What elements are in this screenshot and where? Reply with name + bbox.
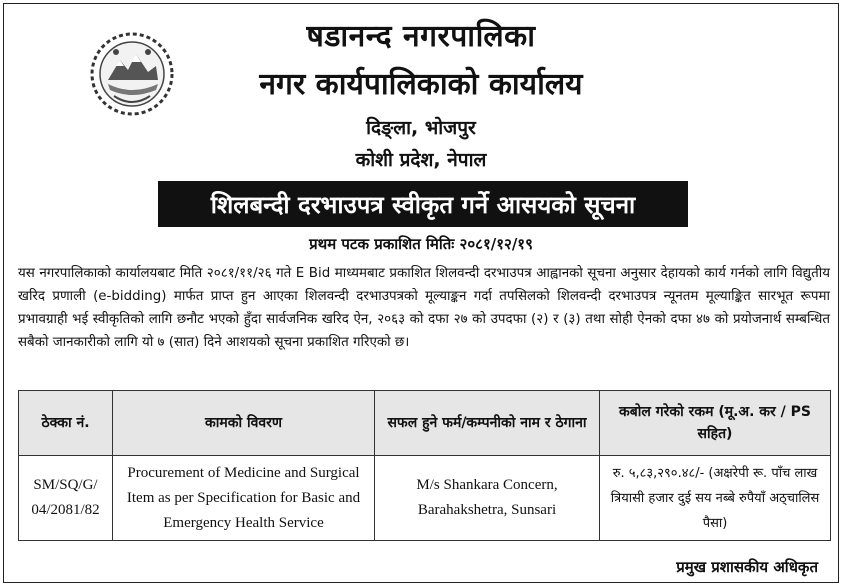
office-location: दिङ्ला, भोजपुर <box>366 117 476 139</box>
header-contract-no: ठेक्का नं. <box>19 391 113 456</box>
cell-work-description: Procurement of Medicine and Surgical Item as per Specification for Basic and Emergency Health Service <box>113 456 375 541</box>
signatory-title: प्रमुख प्रशासकीय अधिकृत <box>676 558 818 576</box>
cell-successful-firm: M/s Shankara Concern, Barahakshetra, Sunsari <box>375 456 600 541</box>
published-date: प्रथम पटक प्रकाशित मितिः २०८१/१२/१९ <box>309 235 533 253</box>
header-successful-firm: सफल हुने फर्म/कम्पनीको नाम र ठेगाना <box>375 391 600 456</box>
cell-bid-amount: रु. ५,८३,२९०.४८/- (अक्षरेपी रू. पाँच लाख त्रियासी हजार दुई सय नब्बे रुपैयाँ अठ्चालिस पैसा) <box>600 456 831 541</box>
notice-title: शिलबन्दी दरभाउपत्र स्वीकृत गर्ने आसयको सूचना <box>210 190 636 219</box>
header-work-description: कामको विवरण <box>113 391 375 456</box>
notice-body: यस नगरपालिकाको कार्यालयबाट मिति २०८१/११/२६ गते E Bid माध्यमबाट प्रकाशित शिलवन्दी दरभाउपत्र आह्वानको सूचना अनुसार देहायको कार्य गर्नको लागि विद्युतीय खरिद प्रणाली (e-bidding) मार्फत प्राप्त हुन आएका शिलवन्दी दरभाउपत्रको मूल्याङ्कन गर्दा तपसिलको शिलवन्दी दरभाउपत्र न्यूनतम मूल्याङ्कित सारभूत रूपमा प्रभावग्राही भई स्वीकृतिको लागि छनौट भएको हुँदा सार्वजनिक खरिद ऐन, २०६३ को दफा २७ को उपदफा (२) र (३) तथा सोही ऐनको दफा ४७ को प्रयोजनार्थ सम्बन्धित सबैको जानकारीको लागि यो ७ (सात) दिने आशयको सूचना प्रकाशित गरिएको छ। <box>18 266 830 350</box>
org-name: षडानन्द नगरपालिका <box>306 19 536 54</box>
notice-frame <box>3 3 839 583</box>
office-name: नगर कार्यपालिकाको कार्यालय <box>259 67 583 102</box>
notice-title-banner <box>158 181 688 227</box>
bid-result-table <box>18 390 831 541</box>
table-header-row <box>19 391 831 456</box>
office-province: कोशी प्रदेश, नेपाल <box>355 149 487 171</box>
header-bid-amount: कबोल गरेको रकम (मू.अ. कर / PS सहित) <box>600 391 831 456</box>
cell-contract-no: SM/SQ/G/ 04/2081/82 <box>19 456 113 541</box>
table-row <box>19 456 831 541</box>
